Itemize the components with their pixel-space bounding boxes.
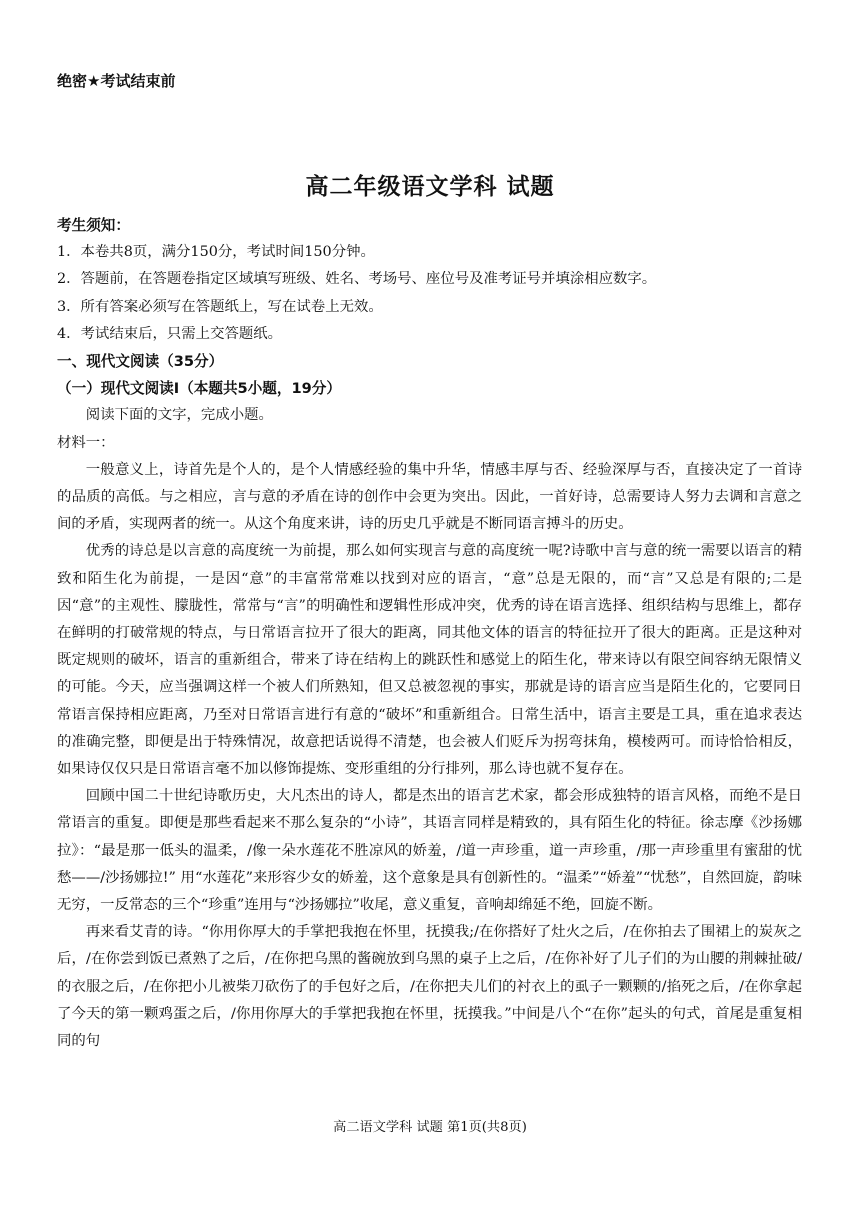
exam-content — [57, 212, 802, 1055]
notice-item: 4．考试结束后，只需上交答题纸。 — [57, 325, 283, 342]
page-title: 高二年级语文学科 试题 — [305, 174, 555, 200]
passage-paragraph: 一般意义上，诗首先是个人的，是个人情感经验的集中升华，情感丰厚与否、经验深厚与否，直接决定了一首诗的品质的高低。与之相应，言与意的矛盾在诗的创作中会更为突出。因此，一首好诗，总需要诗人努力去调和言意之间的矛盾，实现两者的统一。从这个角度来讲，诗的历史几乎就是不断同语言搏斗的历史。 — [57, 461, 802, 533]
passage-paragraph: 优秀的诗总是以言意的高度统一为前提，那么如何实现言与意的高度统一呢?诗歌中言与意的统一需要以语言的精致和陌生化为前提，一是因“意”的丰富常常难以找到对应的语言，“意”总是无限的，而“言”又总是有限的;二是因“意”的主观性、朦胧性，常常与“言”的明确性和逻辑性形成冲突，优秀的诗在语言选择、组织结构与思维上，都存在鲜明的打破常规的特点，与日常语言拉开了很大的距离，同其他文体的语言的特征拉开了很大的距离。正是这种对既定规则的破坏，语言的重新组合，带来了诗在结构上的跳跃性和感觉上的陌生化，带来诗以有限空间容纳无限情义的可能。今天，应当强调这样一个被人们所熟知，但又总被忽视的事实，那就是诗的语言应当是陌生化的，它要同日常语言保持相应距离，乃至对日常语言进行有意的“破坏”和重新组合。日常生活中，语言主要是工具，重在追求表达的准确完整，即便是出于特殊情况，故意把话说得不清楚，也会被人们贬斥为拐弯抹角，模棱两可。而诗恰恰相反，如果诗仅仅只是日常语言毫不加以修饰提炼、变形重组的分行排列，那么诗也就不复存在。 — [57, 543, 802, 778]
confidential-mark: 绝密★考试结束前 — [57, 72, 176, 90]
reading-instruction: 阅读下面的文字，完成小题。 — [85, 407, 273, 424]
notice-item: 1．本卷共8页，满分150分，考试时间150分钟。 — [57, 244, 375, 261]
notice-item: 2．答题前，在答题卷指定区域填写班级、姓名、考场号、座位号及准考证号并填涂相应数字。 — [57, 271, 657, 288]
notice-heading: 考生须知： — [57, 217, 130, 234]
notice-item: 3．所有答案必须写在答题纸上，写在试卷上无效。 — [57, 298, 383, 315]
material-label: 材料一： — [57, 434, 115, 451]
passage-paragraph: 再来看艾青的诗。“你用你厚大的手掌把我抱在怀里，抚摸我;/在你搭好了灶火之后，/在你拍去了围裙上的炭灰之后，/在你尝到饭已煮熟了之后，/在你把乌黑的酱碗放到乌黑的桌子上之后，/在你补好了儿子们的为山腰的荆棘扯破/的衣服之后，/在你把小儿被柴刀砍伤了的手包好之后，/在你把夫儿们的衬衣上的虱子一颗颗的/掐死之后，/在你拿起了今天的第一颗鸡蛋之后，/你用你厚大的手掌把我抱在怀里，抚摸我。”中间是八个“在你”起头的句式，首尾是重复相同的句 — [57, 924, 802, 1050]
section-heading: 一、现代文阅读（35分） — [57, 353, 224, 371]
page-footer: 高二语文学科 试题 第1页(共8页) — [333, 1120, 527, 1135]
sub-section-heading: （一）现代文阅读Ⅰ（本题共5小题，19分） — [57, 380, 341, 398]
passage-paragraph: 回顾中国二十世纪诗歌历史，大凡杰出的诗人，都是杰出的语言艺术家，都会形成独特的语言风格，而绝不是日常语言的重复。即便是那些看起来不那么复杂的“小诗”，其语言同样是精致的，具有陌生化的特征。徐志摩《沙扬娜拉》：“最是那一低头的温柔，/像一朵水莲花不胜凉风的娇羞，/道一声珍重，道一声珍重，/那一声珍重里有蜜甜的忧愁——/沙扬娜拉!” 用“水莲花”来形容少女的娇羞，这个意象是具有创新性的。“温柔”“娇羞”“忧愁”，自然回旋，韵味无穷，一反常态的三个“珍重”连用与“沙扬娜拉”收尾，意义重复，音响却绵延不绝，回旋不断。 — [57, 788, 802, 914]
